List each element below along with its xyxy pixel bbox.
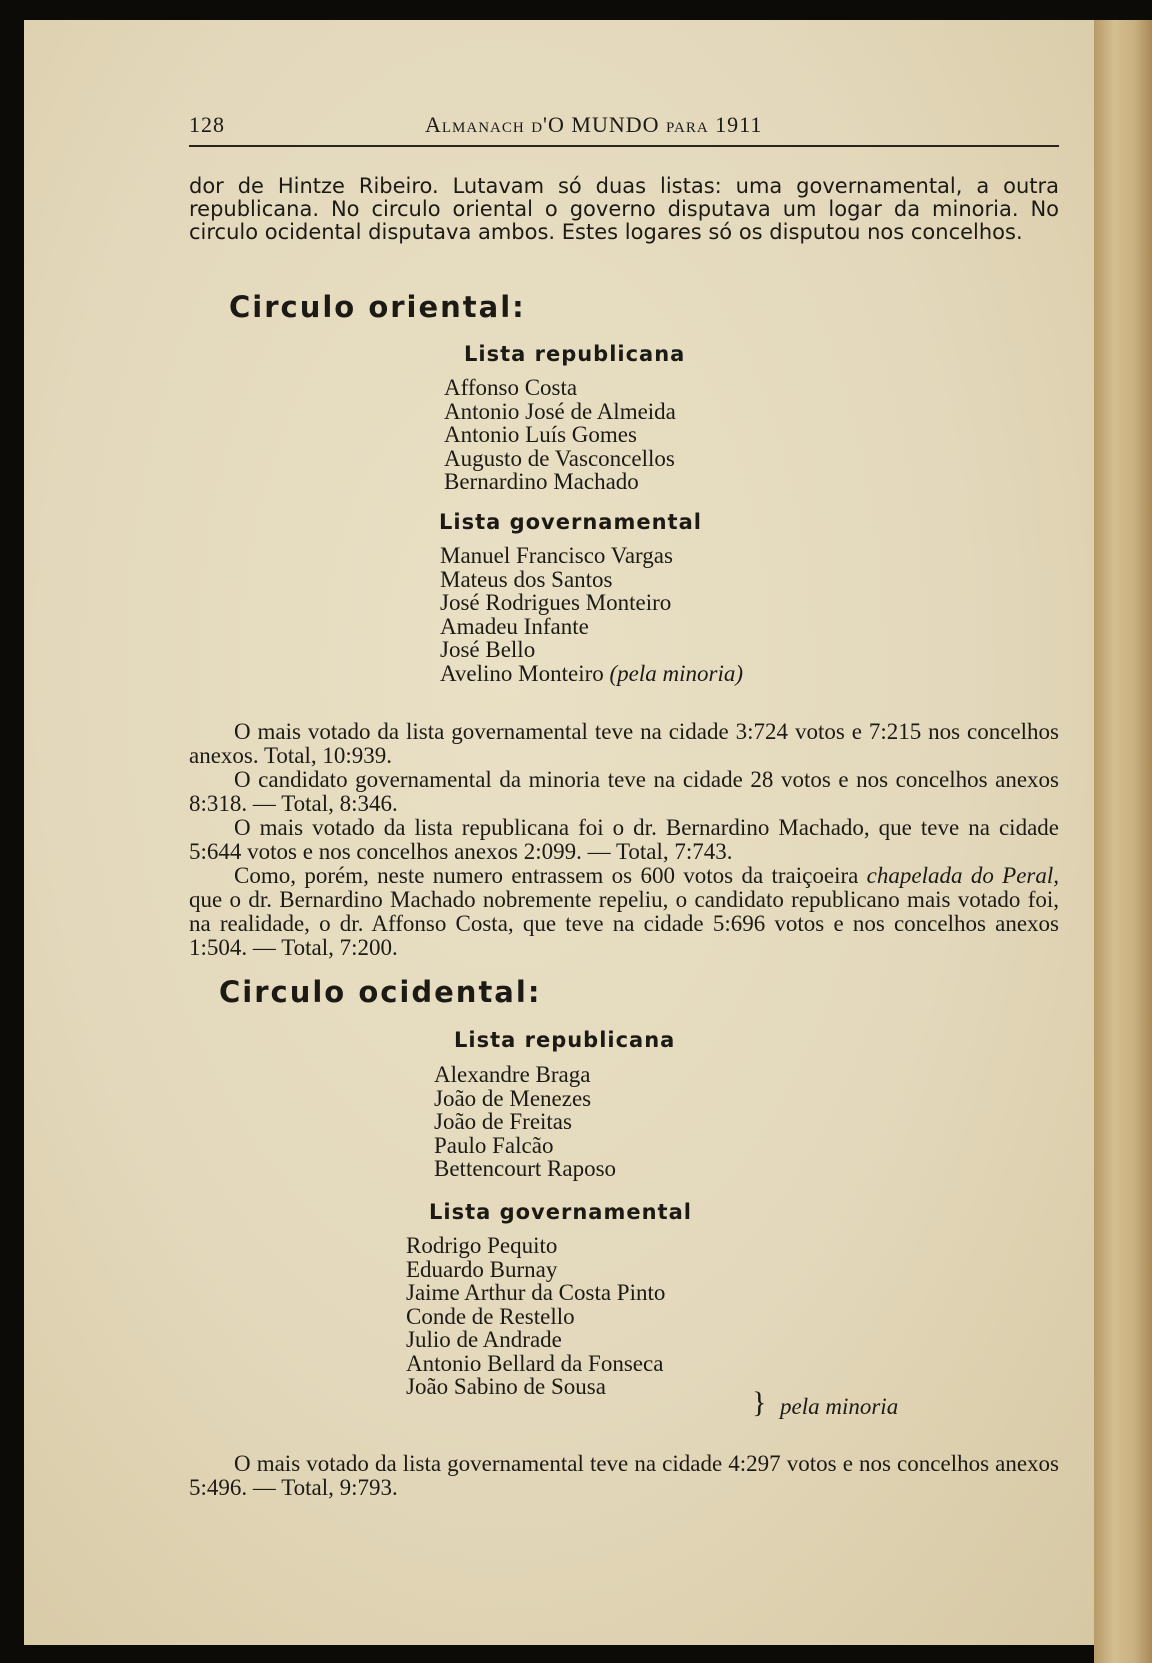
list-item: Bettencourt Raposo [434,1156,617,1181]
list-item: Amadeu Infante [440,613,589,639]
intro-paragraph: dor de Hintze Ribeiro. Lutavam só duas listas: uma governamental, a outra republicana. No circulo oriental o governo disputava um logar da minoria. No circulo ocidental disputava ambos. Estes logares só os disputou nos concelhos. [189,174,1059,244]
ocidental-results [189,1452,1059,1500]
list-item: João de Freitas [434,1109,572,1134]
minority-note: (pela minoria) [609,660,744,686]
ocidental-republican-names [434,1063,616,1181]
list-item: Eduardo Burnay [406,1256,558,1282]
result-text: que o dr. Bernardino Machado nobremente repeliu, o candidato republicano mais votado foi, na realidade, o dr. Affonso Costa, que teve na cidade 5:696 votos e nos concelhos anexos 1:504. — Total, 7:200. [189,887,1059,960]
list-item [440,662,743,686]
page-number: 128 [189,112,225,137]
result-italic-text: chapelada do Peral, [866,863,1060,888]
list-item: Conde de Restello [406,1303,575,1329]
list-item-name: Avelino Monteiro [440,660,604,686]
list-title-oriental-republican: Lista republicana [464,342,686,366]
list-item: Bernardino Machado [444,469,639,494]
list-item: Antonio Bellard da Fonseca [406,1350,664,1376]
list-item: Mateus dos Santos [440,566,613,592]
running-header [189,104,1059,140]
oriental-government-names [440,544,743,685]
result-paragraph: O mais votado da lista republicana foi o dr. Bernardino Machado, que teve na cidade 5:644 votos e nos concelhos anexos 2:099. — Total, 7:743. [189,815,1059,864]
oriental-republican-names [444,376,676,494]
list-item: Augusto de Vasconcellos [444,445,675,471]
minority-brace: } [752,1386,767,1419]
oriental-results [189,720,1059,960]
list-item: Affonso Costa [444,375,578,400]
list-item: Jaime Arthur da Costa Pinto [406,1280,666,1305]
result-paragraph: O mais votado da lista governamental teve na cidade 3:724 votos e 7:215 nos concelhos anexos. Total, 10:939. [189,719,1059,768]
section-title-oriental: Circulo oriental: [229,290,526,324]
result-text: Como, porém, neste numero entrassem os 600 votos da traiçoeira [234,863,867,888]
list-title-ocidental-republican: Lista republicana [454,1028,676,1052]
result-paragraph: O mais votado da lista governamental teve na cidade 4:297 votos e nos concelhos anexos 5:496. — Total, 9:793. [189,1451,1059,1500]
section-title-ocidental: Circulo ocidental: [219,975,542,1009]
list-item: Alexandre Braga [434,1062,591,1087]
result-paragraph [189,864,1059,960]
adjacent-page-edge [1094,20,1152,1663]
list-item: Julio de Andrade [406,1327,562,1352]
header-rule [189,145,1059,147]
list-item: José Rodrigues Monteiro [440,590,672,615]
running-title: Almanach d'O MUNDO para 1911 [425,112,763,137]
list-item: João Sabino de Sousa [406,1374,606,1399]
ocidental-government-names [406,1234,665,1399]
minority-note: pela minoria [780,1394,899,1419]
list-title-oriental-government: Lista governamental [439,510,702,534]
list-item: João de Menezes [434,1085,592,1111]
list-item: Antonio Luís Gomes [444,422,637,447]
list-item: José Bello [440,637,536,662]
list-title-ocidental-government: Lista governamental [429,1200,692,1224]
list-item: Paulo Falcão [434,1132,554,1158]
result-paragraph: O candidato governamental da minoria teve na cidade 28 votos e nos concelhos anexos 8:318. — Total, 8:346. [189,767,1059,816]
book-page [24,20,1094,1645]
list-item: Antonio José de Almeida [444,398,676,424]
list-item: Manuel Francisco Vargas [440,543,673,568]
list-item: Rodrigo Pequito [406,1233,558,1258]
